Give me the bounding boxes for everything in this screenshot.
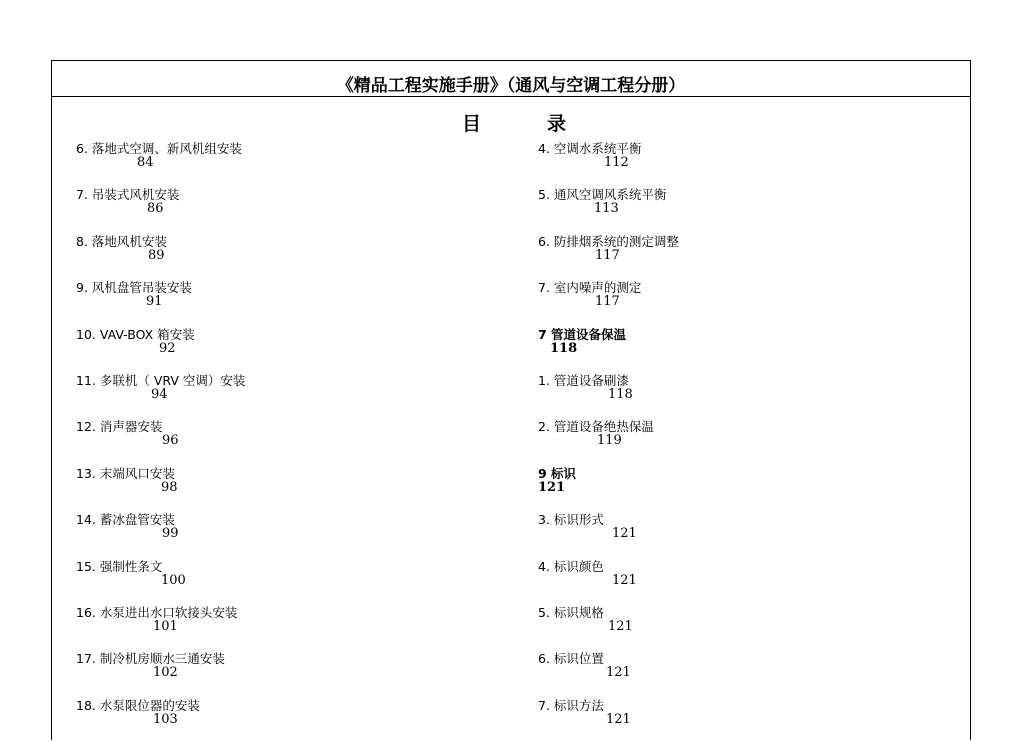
toc-entry-title: 8. 落地风机安装 (76, 233, 167, 249)
toc-entry-title: 1. 管道设备刷漆 (538, 372, 629, 388)
toc-entry-page: 121 (606, 711, 631, 727)
toc-entry-page: 84 (137, 155, 154, 170)
toc-entry-page: 121 (606, 665, 631, 681)
toc-entry-title: 18. 水泵限位器的安装 (76, 697, 200, 713)
toc-section-title: 9 标识 (538, 465, 577, 481)
toc-entry-page: 101 (153, 618, 178, 634)
toc-entry-page: 121 (612, 572, 637, 588)
toc-entry-title: 12. 消声器安装 (76, 419, 163, 435)
toc-entry-title: 13. 末端风口安装 (76, 465, 175, 481)
toc-heading (462, 109, 566, 136)
document-title: 《精品工程实施手册》（通风与空调工程分册） (336, 76, 686, 96)
toc-entry-title: 17. 制冷机房顺水三通安装 (76, 651, 225, 667)
toc-entry-page: 117 (595, 247, 620, 263)
toc-entry-title: 6. 标识位置 (538, 651, 604, 667)
document-frame (51, 60, 971, 740)
toc-entry-title: 6. 落地式空调、新风机组安装 (76, 141, 242, 156)
toc-entry-page: 99 (162, 526, 179, 542)
toc-entry-page: 118 (608, 386, 633, 402)
toc-entry-page: 98 (161, 479, 178, 495)
title-bar (52, 61, 970, 97)
toc-entry-page: 121 (612, 526, 637, 542)
toc-heading-char-1: 目 (462, 113, 482, 135)
toc-entry-page: 94 (151, 386, 168, 402)
toc-entry-title: 16. 水泵进出水口软接头安装 (76, 604, 238, 620)
toc-entry-title: 11. 多联机（ VRV 空调）安装 (76, 372, 246, 388)
toc-entry-page: 112 (604, 155, 629, 170)
toc-entry-page: 113 (594, 201, 619, 217)
toc-heading-char-2: 录 (547, 113, 567, 135)
toc-entry-page: 92 (159, 340, 176, 356)
toc-entry-title: 9. 风机盘管吊装安装 (76, 280, 192, 296)
toc-entry-title: 14. 蓄冰盘管安装 (76, 512, 175, 528)
toc-entry-title: 7. 标识方法 (538, 697, 604, 713)
toc-entry-page: 100 (161, 572, 186, 588)
toc-entry-title: 3. 标识形式 (538, 512, 604, 528)
toc-entry-title: 7. 吊装式风机安装 (76, 187, 180, 203)
toc-entry-title: 4. 标识颜色 (538, 558, 604, 574)
toc-entry-page: 96 (162, 433, 179, 449)
toc-entry-title: 2. 管道设备绝热保温 (538, 419, 654, 435)
toc-entry-page: 102 (153, 665, 178, 681)
toc-entry-page: 91 (146, 294, 163, 310)
toc-entry-page: 89 (148, 247, 165, 263)
toc-entry-title: 7. 室内噪声的测定 (538, 280, 642, 296)
toc-entry-title: 10. VAV-BOX 箱安装 (76, 326, 195, 342)
toc-section-page: 121 (538, 479, 566, 495)
toc-entry-page: 117 (595, 294, 620, 310)
toc-entry-page: 103 (153, 711, 178, 727)
toc-entry-page: 121 (608, 618, 633, 634)
toc-entry-page: 86 (147, 201, 164, 217)
toc-section-page: 118 (550, 340, 578, 356)
toc-entry-title: 5. 通风空调风系统平衡 (538, 187, 667, 203)
toc-entry-title: 15. 强制性条文 (76, 558, 163, 574)
toc-entry-title: 4. 空调水系统平衡 (538, 141, 642, 156)
toc-section-title: 7 管道设备保温 (538, 326, 627, 342)
toc-entry-page: 119 (597, 433, 622, 449)
toc-entry-title: 5. 标识规格 (538, 604, 604, 620)
toc-entry-title: 6. 防排烟系统的测定调整 (538, 233, 679, 249)
